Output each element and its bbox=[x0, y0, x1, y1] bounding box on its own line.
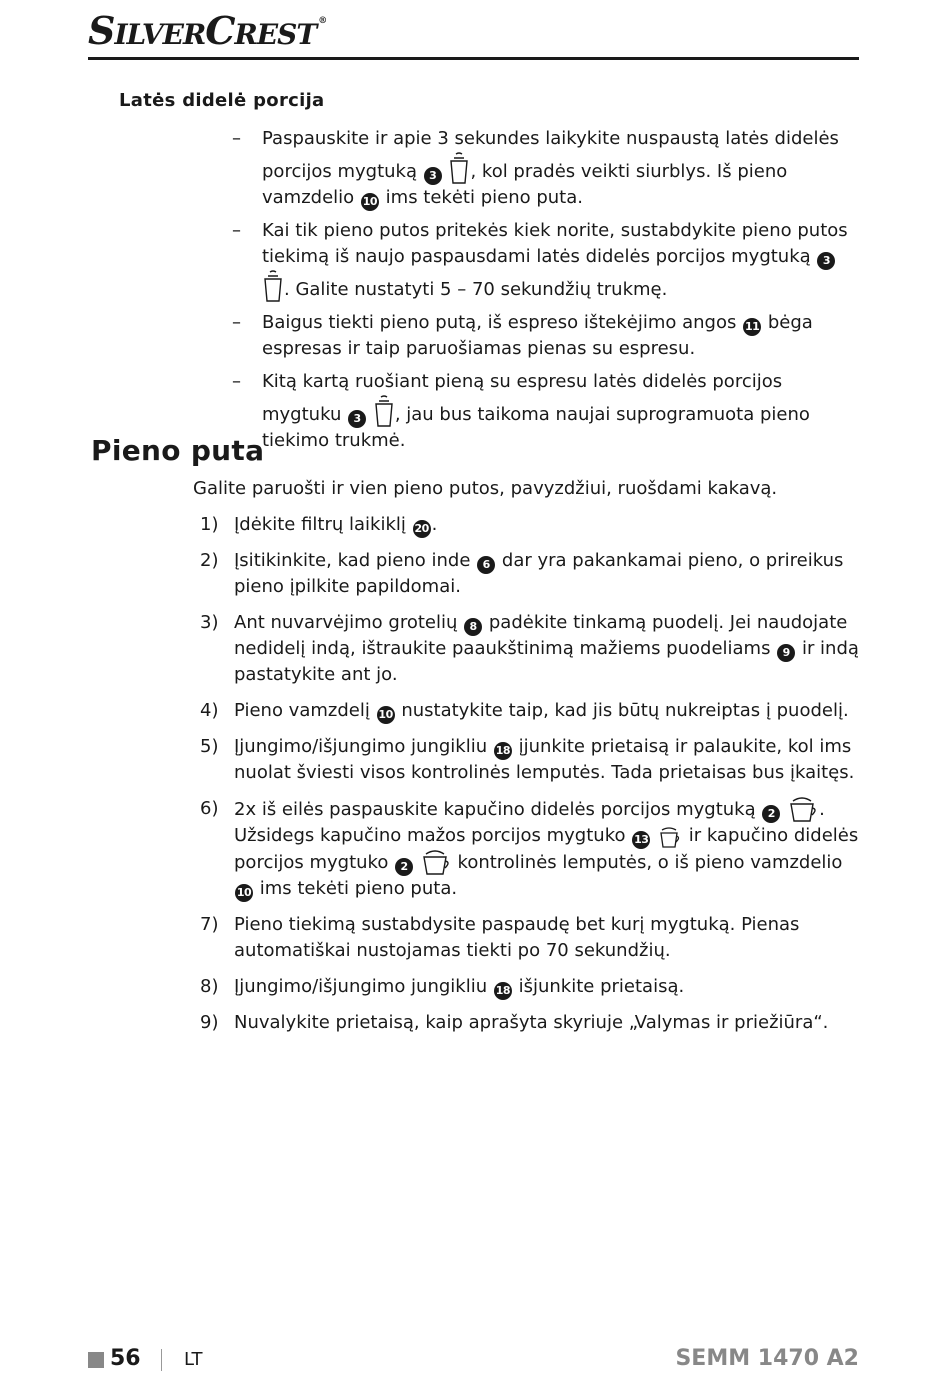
cappuccino-large-cup-icon bbox=[788, 796, 818, 822]
latte-glass-icon bbox=[449, 152, 469, 184]
header-rule bbox=[88, 57, 859, 60]
step-item: 3) Ant nuvarvėjimo grotelių 8 padėkite tinkamą puodelį. Jei naudojate nedidelį indą, ištraukite paaukštinimą mažiems puodeliams 9 ir indą pastatykite ant jo. bbox=[200, 612, 859, 685]
reference-number: 8 bbox=[464, 618, 482, 636]
reference-number: 18 bbox=[494, 982, 512, 1000]
step-item: 2) Įsitikinkite, kad pieno inde 6 dar yra pakankamai pieno, o prireikus pieno įpilkite papildomai. bbox=[200, 550, 844, 597]
step-item: 1) Įdėkite filtrų laikiklį 20 . bbox=[197, 512, 862, 538]
reference-number: 3 bbox=[817, 252, 835, 270]
step-item: 9) Nuvalykite prietaisą, kaip aprašyta skyriuje „Valymas ir priežiūra“. bbox=[200, 1012, 829, 1033]
reference-number: 3 bbox=[348, 410, 366, 428]
reference-number: 2 bbox=[395, 858, 413, 876]
section-heading: Pieno puta bbox=[91, 434, 265, 467]
page-number: 56 bbox=[110, 1346, 141, 1371]
page-footer bbox=[88, 1346, 859, 1376]
reference-number: 9 bbox=[777, 644, 795, 662]
footer-divider bbox=[161, 1349, 162, 1371]
latte-glass-icon bbox=[263, 270, 283, 302]
step-item: 8) Įjungimo/išjungimo jungikliu 18 išjunkite prietaisą. bbox=[197, 974, 862, 1000]
reference-number: 10 bbox=[235, 884, 253, 902]
section-subheading: Latės didelė porcija bbox=[119, 90, 325, 111]
list-item: – Paspauskite ir apie 3 sekundes laikykite nuspaustą latės didelės porcijos mygtuką 3 , kol pradės veikti siurblys. Iš pieno vamzdelio 10 ims tekėti pieno puta. bbox=[232, 126, 862, 211]
reference-number: 3 bbox=[424, 167, 442, 185]
step-item: 4) Pieno vamzdelį 10 nustatykite taip, kad jis būtų nukreiptas į puodelį. bbox=[197, 698, 862, 724]
reference-number: 10 bbox=[377, 706, 395, 724]
page-marker bbox=[88, 1352, 104, 1368]
reference-number: 20 bbox=[413, 520, 431, 538]
reference-number: 2 bbox=[762, 805, 780, 823]
reference-number: 6 bbox=[477, 556, 495, 574]
model-number: SEMM 1470 A2 bbox=[675, 1346, 859, 1371]
list-item: – Kai tik pieno putos pritekės kiek norite, sustabdykite pieno putos tiekimą iš naujo paspausdami latės didelės porcijos mygtuką 3 . Galite nustatyti 5 – 70 sekundžių trukmę. bbox=[232, 220, 848, 300]
cappuccino-small-cup-icon bbox=[658, 826, 682, 848]
latte-instructions bbox=[232, 126, 862, 461]
brand-logo: SILVERCREST ® bbox=[88, 8, 327, 53]
step-item: 6) 2x iš eilės paspauskite kapučino didelės porcijos mygtuką 2 . Užsidegs kapučino mažos porcijos mygtuko 13 ir kapučino didelės porcijos mygtuko 2 kontrolinės lemputės, o iš pieno vamzdelio 10 ims tekėti pieno puta. bbox=[197, 796, 862, 902]
list-item: – Baigus tiekti pieno putą, iš espreso ištekėjimo angos 11 bėga espresas ir taip paruošiamas pienas su espresu. bbox=[232, 312, 813, 359]
language-code: LT bbox=[184, 1349, 203, 1370]
reference-number: 11 bbox=[743, 318, 761, 336]
milk-foam-steps bbox=[197, 512, 862, 1046]
reference-number: 13 bbox=[632, 831, 650, 849]
list-item: – Kitą kartą ruošiant pieną su espresu latės didelės porcijos mygtuku 3 , jau bus taikoma naujai suprogramuota pieno tiekimo trukmė. bbox=[232, 371, 810, 451]
reference-number: 18 bbox=[494, 742, 512, 760]
step-item: 5) Įjungimo/išjungimo jungikliu 18 įjunkite prietaisą ir palaukite, kol ims nuolat šviesti visos kontrolinės lemputės. Tada prietaisas bus įkaitęs. bbox=[200, 736, 855, 783]
reference-number: 10 bbox=[361, 193, 379, 211]
step-item: 7) Pieno tiekimą sustabdysite paspaudę bet kurį mygtuką. Pienas automatiškai nustojamas tiekti po 70 sekundžių. bbox=[200, 914, 800, 961]
latte-glass-icon bbox=[374, 395, 394, 427]
section-intro: Galite paruošti ir vien pieno putos, pavyzdžiui, ruošdami kakavą. bbox=[193, 478, 778, 499]
cappuccino-large-cup-icon bbox=[421, 849, 451, 875]
